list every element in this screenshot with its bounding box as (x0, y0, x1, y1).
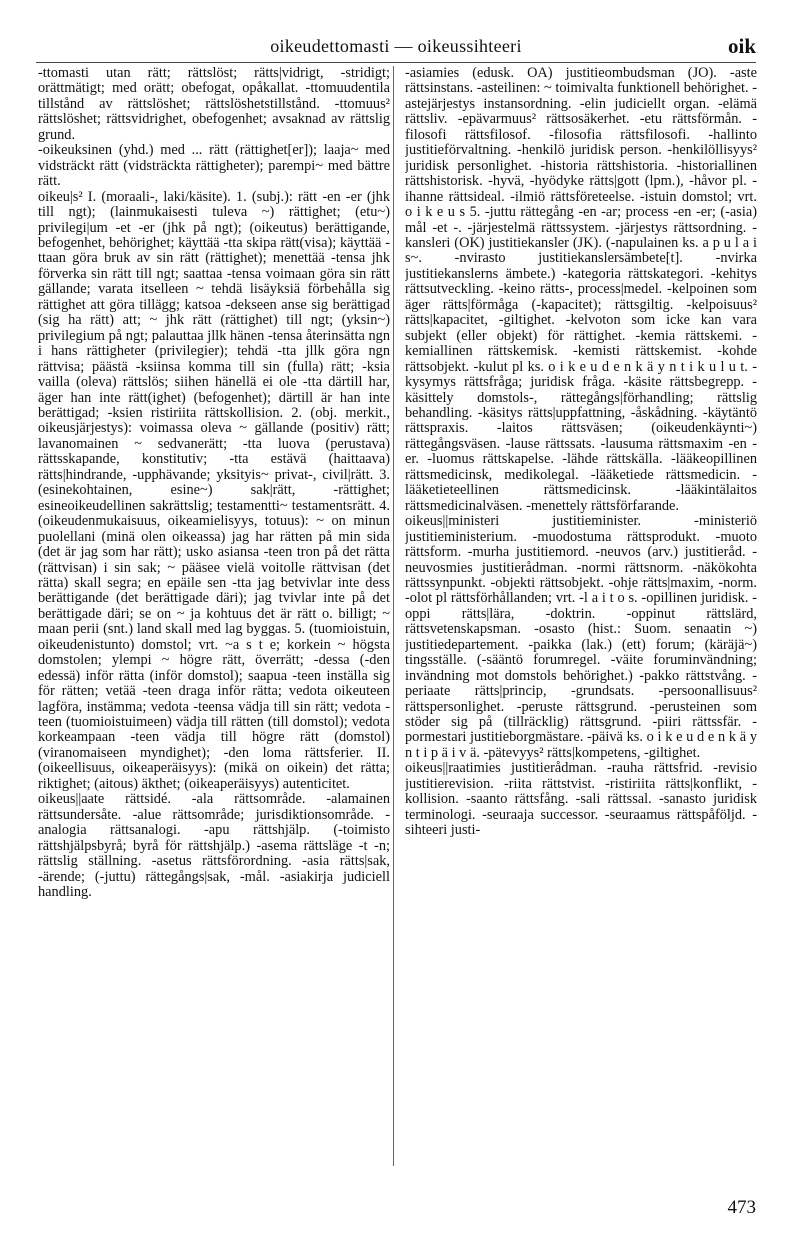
entry-oikeus-aate: oikeus||aate rättsidé. -ala rättsområde. -alamainen rättsundersåte. -alue rättsområde; jurisdiktionsområde. -analogia rättsanalogi. -apu rättshjälp. (-toimisto rättshjälpsbyrå; byrå för rättshjälp.) -asema rättsläge -t -n; rättslig ställning. -asetus rättsförordning. -asia rätts|sak, -ärende; (-juttu) rättegångs|sak, -mål. -asiakirja judiciell handling. (38, 791, 390, 901)
header-rule (36, 62, 756, 63)
entry-oikeus-raatimies: oikeus||raatimies justitierådman. -rauha rättsfrid. -revisio justitierevision. -riita rättstvist. -ristiriita rätts|konflikt, -kollision. -saanto rättsfång. -sali rättssal. -sanasto juridisk terminologi. -seuraaja successor. -seuraamus rättspåföljd. -sihteeri justi- (405, 760, 757, 839)
entry-oikeus-asiamies: -asiamies (edusk. OA) justitieombudsman (JO). -aste rättsinstans. -asteilinen: ~ toimivalta funktionell behörighet. -astejärjestys instansordning. -elin judiciellt organ. -elämä rättsliv. -epävarmuus² rättsosäkerhet. -etu rättsförmån. -filosofi rättsfilosof. -filosofia rättsfilosofi. -hallinto justitieförvaltning. -henkilö juridisk person. -henkilöllisyys² juridisk personlighet. -historia rättshistoria. -historiallinen rättshistorisk. -hyvä, -hyödyke rätts|gott (lpm.), -håvor pl. -ihanne rättsideal. -ilmiö rättsföreteelse. -istuin domstol; vrt. o i k e u s 5. -juttu rättegång -en -ar; process -en -er; (-asia) mål -et -. -järjestelmä rättssystem. -järjestys rättsordning. -kansleri (OK) justitiekansler (JK). (-napulainen ks. a p u l a i s~. -nvirasto justitiekanslersämbete[t]. -nvirka justitiekanslerns ämbete.) -kategoria rättskategori. -kehitys rättsutveckling. -keino rätts-, process|medel. -kelpoinen som äger rätts|förmåga (-kapacitet); rättsgiltig. -kelpoisuus² rätts|kapacitet, -giltighet. -kelvoton som icke kan vara subjekt (eller objekt) för rättighet. -kemia rättskemi. -kemiallinen rättskemisk. -kemisti rättskemist. -kohde rättsobjekt. -kulut pl ks. o i k e u d e n k ä y n t i k u l u t. -kysymys rättsfråga; juridisk fråga. -käsite rättsbegrepp. -käsittely domstols-, rättegångs|förhandling; rättslig behandling. -käsitys rätts|uppfattning, -åskådning. -käytäntö rättspraxis. -laitos rättsväsen; (oikeudenkäynti~) rättegångsväsen. -lause rättssats. -lausuma rättsmaxim -en -er. -luomus rättskapelse. -lähde rättskälla. -lääkeopillinen rättsmedicinsk, medikolegal. -lääketiede rättsmedicin. -lääketieteellinen rättsmedicinsk. -lääkintälaitos rättsmedicinalväsen. -menettely rättsförfarande. (405, 66, 757, 514)
entry-oikeudettomasti: -ttomasti utan rätt; rättslöst; rätts|vidrigt, -stridigt; orättmätigt; med orätt; obefogat, opåkallat. -ttomuudentila tillstånd av rättslöshet; rättslöshetstillstånd. -ttomuus² rättslöshet; rättsvidrighet, obefogenhet; avsaknad av rättslig grund. (38, 66, 390, 143)
page-header (36, 30, 756, 60)
entry-oikeuksinen: -oikeuksinen (yhd.) med ... rätt (rättighet[er]); laaja~ med vidsträckt rätt (vidsträckta rättigheter); parempi~ med bättre rätt. (38, 142, 390, 190)
guide-word: oik (727, 34, 756, 58)
entry-oikeus-ministeri: oikeus||ministeri justitieminister. -ministeriö justitieministerium. -muodostuma rättsprodukt. -muoto rättsform. -murha justitiemord. -neuvos (arv.) justitieråd. -neuvosmies justitierådman. -normi rättsnorm. -näkökohta rättssynpunkt. -objekti rättsobjekt. -ohje rätts|maxim, -norm. -olot pl rättsförhållanden; vrt. -l a i t o s. -opillinen juridisk. -oppi rätts|lära, -doktrin. -oppinut rättslärd, rättsvetenskapsman. -osasto (hist.: Suom. senaatin ~) justitiedepartement. -paikka (lak.) (ett) forum; (käräjä~) tingsställe. (-sääntö forumregel. -väite foruminvändning; invändning mot domstols behörighet.) -pakko rättstvång. -periaate rätts|princip, -grundsats. -persoonallisuus² rättspersonlighet. -peruste rättsgrund. -perusteinen som stöder sig på (tillräcklig) rättsgrund. -piiri rättssfär. -pormestari justitieborgmästare. -päivä ks. o i k e u d e n k ä y n t i p ä i v ä. -pätevyys² rätts|kompetens, -giltighet. (405, 513, 757, 761)
page-number: 473 (727, 1197, 756, 1218)
running-title: oikeudettomasti — oikeussihteeri (270, 36, 522, 56)
entry-oikeus: oikeu|s² I. (moraali-, laki/käsite). 1. (subj.): rätt -en -er (jhk till ngt); (lainmukaisesti tuleva ~) rättighet; (etu~) privilegi|um -et -er (jhk på ngt); (oikeutus) berättigande, befogenhet, behörighet; käyttää -tta skipa rätt(visa); käyttää -ttaan göra bruk av sin rätt (rättighet); menettää -tensa jhk förverka sin rätt till ngt; saattaa -tensa voimaan göra sin rätt gällande; varata itselleen ~ tehdä lisäyksiä förbehålla sig rättighet att göra tillägg; katsoa -dekseen anse sig berättigad (sig ha rätt) att; ~ jhk rätt (rättighet) till ngt; (yksin~) privilegium på ngt; palauttaa jllk hänen -tensa återinsätta ngn i hans rättigheter (privilegier); tehdä -tta jllk göra ngn rättvisa; päästä -ksiinsa komma till sin (fulla) rätt; -ksia vailla (oleva) rättslös; siihen hänellä ei ole -tta därtill har, äger han inte rätt(ighet) (befogenhet); därtill är han inte berättigad; -ksien ristiriita rättskollision. 2. (obj. merkit., oikeusjärjestys): voimassa oleva ~ gällande (positiv) rätt; lavanomainen ~ sedvanerätt; -tta luova (perustava) rättsskapande, konstitutiv; -tta estävä (haittaava) rätts|hindrande, -upphävande; yksityis~ privat-, civil|rätt. 3. (esinekohtainen, esine~) sak|rätt, -rättighet; esineoikeudellinen sakrättslig; testamentti~ testamentsrätt. 4. (oikeudenmukaisuus, oikeamielisyys, totuus): ~ on minun puolellani (minä olen oikeassa) jag har rätten på min sida (det är jag som har rätt); usko asiansa -teen tron på det rätta (rättvisan) i sin sak; ~ pääsee vielä voitolle rättvisan (det rätta) skall segra; en epäile sen -tta jag betvivlar inte dess berättigande (det berättigade däri); jag tvivlar inte på det berättigade däri; se on ~ ja kohtuus det är rätt o. billigt; ~ maan perii (snt.) land skall med lag byggas. 5. (tuomioistuin, oikeudenistunto) domstol; vrt. ~a s t e; korkein ~ högsta domstolen; ylempi ~ högre rätt, överrätt; -dessa (-den edessä) inför rätta (inför domstol); saapua -teen inställa sig för rätten; vetää -teen draga inför rätta; vedota oikeuteen lagföra, instämma; vedota -teensa vädja till sin rätt; vedota -teen (tuomioistuimeen) vädja till rätten (till domstol); vedota korkeampaan -teen vädja till högre rätt (domstol) (viranomaiseen myndighet); -den loma rättsferier. II. (oikeellisuus, oikeaperäisyys): (mikä on oikein) det rätta; riktighet; (aitous) äkthet; (oikeaperäisyys) autenticitet. (38, 188, 390, 792)
column-divider (393, 66, 394, 1166)
left-column (38, 66, 390, 1216)
right-column (405, 66, 757, 1216)
